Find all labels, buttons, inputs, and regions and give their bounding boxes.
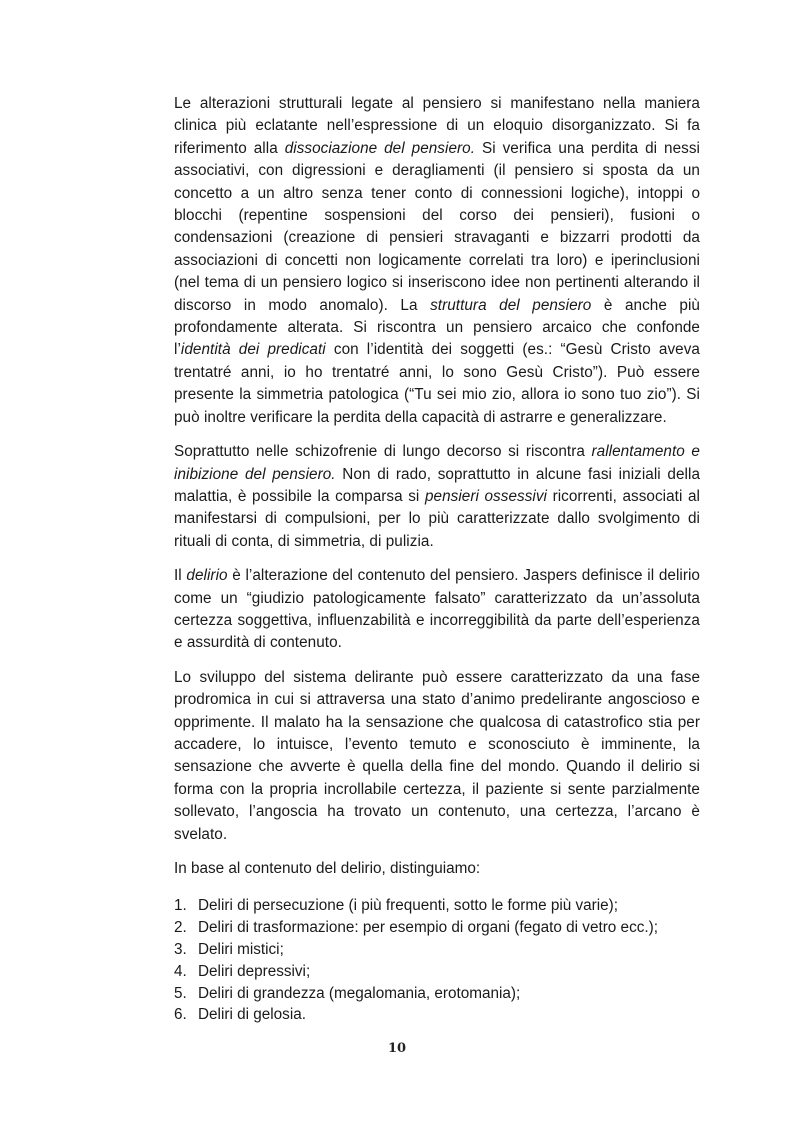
paragraph: [174, 565, 700, 655]
page-body: [174, 93, 700, 1026]
list-text: Deliri di gelosia.: [198, 1006, 306, 1024]
list-item: [174, 939, 700, 961]
list-text: Deliri mistici;: [198, 941, 284, 958]
text-run: Il: [174, 567, 187, 585]
italic-term: rallentamento e inibizione del pensiero.: [174, 443, 700, 483]
text-run: è anche più profondamente alterata. Si riscontra un pensiero arcaico che confonde l’: [174, 296, 700, 359]
text-run: Non di rado, soprattutto in alcune fasi iniziali della malattia, è possibile la comparsa si: [174, 465, 700, 505]
list-item: [174, 961, 700, 983]
list-number: 3.: [174, 941, 187, 958]
list-intro: In base al contenuto del delirio, distinguiamo:: [174, 860, 481, 877]
list-number: 6.: [174, 1006, 187, 1024]
italic-term: pensieri ossessivi: [424, 487, 547, 505]
list-number: 4.: [174, 962, 187, 980]
list-text: Deliri di persecuzione (i più frequenti, sotto le forme più varie);: [198, 897, 619, 915]
paragraph: [174, 441, 700, 553]
paragraph: [174, 93, 700, 429]
text-run: è l’alterazione del contenuto del pensiero. Jaspers definisce il delirio come un “giudizio patologicamente falsato” caratterizzato da un’assoluta certezza soggettiva, influenzabilità e incorreggibilità da parte dell’esperienza e assurdità di contenuto.: [174, 567, 700, 652]
list-number: 1.: [174, 897, 187, 915]
italic-term: identità dei predicati: [180, 341, 326, 359]
list-number: 2.: [174, 919, 187, 937]
list-number: 5.: [174, 984, 187, 1002]
italic-term: delirio: [186, 567, 228, 585]
text-run: con l’identità dei soggetti (es.: “Gesù Cristo aveva trentatré anni, io ho trentatré anni, lo sono Gesù Cristo”). Può essere presente la simmetria patologica (“Tu sei mio zio, allora io sono tuo zio”). Si può inoltre verificare la perdita della capacità di astrarre e generalizzare.: [174, 341, 700, 426]
text-run: ricorrenti, associati al manifestarsi di compulsioni, per lo più caratterizzate dallo svolgimento di rituali di conta, di simmetria, di pulizia.: [174, 487, 700, 550]
list-text: Deliri depressivi;: [198, 962, 311, 980]
delusion-types-list: [174, 895, 700, 1026]
list-item: [174, 1004, 700, 1026]
text-run: Si verifica una perdita di nessi associativi, con digressioni e deragliamenti (il pensiero si sposta da un concetto a un altro senza tener conto di connessioni logiche), intoppi o blocchi (repentine sospensioni del corso dei pensieri), fusioni o condensazioni (creazione di pensieri stravaganti e bizzarri prodotti da associazioni di concetti non logicamente correlati tra loro) e iperinclusioni (nel tema di un pensiero logico si inseriscono idee non pertinenti alterando il discorso in modo anomalo). La: [174, 139, 700, 314]
list-text: Deliri di grandezza (megalomania, erotomania);: [198, 984, 521, 1002]
list-item: [174, 983, 700, 1005]
list-text: Deliri di trasformazione: per esempio di organi (fegato di vetro ecc.);: [198, 919, 658, 937]
text-run: Soprattutto nelle schizofrenie di lungo decorso si riscontra: [174, 443, 592, 461]
italic-term: dissociazione del pensiero.: [284, 139, 476, 157]
text-run: Lo sviluppo del sistema delirante può essere caratterizzato da una fase prodromica in cui si attraversa una stato d’animo predelirante angoscioso e opprimente. Il malato ha la sensazione che qualcosa di catastrofico stia per accadere, lo intuisce, l’evento temuto e sconosciuto è imminente, la sensazione che avverte è quella della fine del mondo. Quando il delirio si forma con la propria incrollabile certezza, il paziente si sente parzialmente sollevato, l’angoscia ha trovato un contenuto, una certezza, l’arcano è svelato.: [174, 668, 700, 843]
list-item: [174, 917, 700, 939]
text-run: Le alterazioni strutturali legate al pensiero si manifestano nella maniera clinica più eclatante nell’espressione di un eloquio disorganizzato. Si fa riferimento alla: [174, 95, 700, 157]
list-item: [174, 895, 700, 917]
italic-term: struttura del pensiero: [430, 296, 592, 314]
body-text: [174, 93, 700, 846]
page-number: 10: [387, 1041, 407, 1056]
paragraph: [174, 667, 700, 846]
